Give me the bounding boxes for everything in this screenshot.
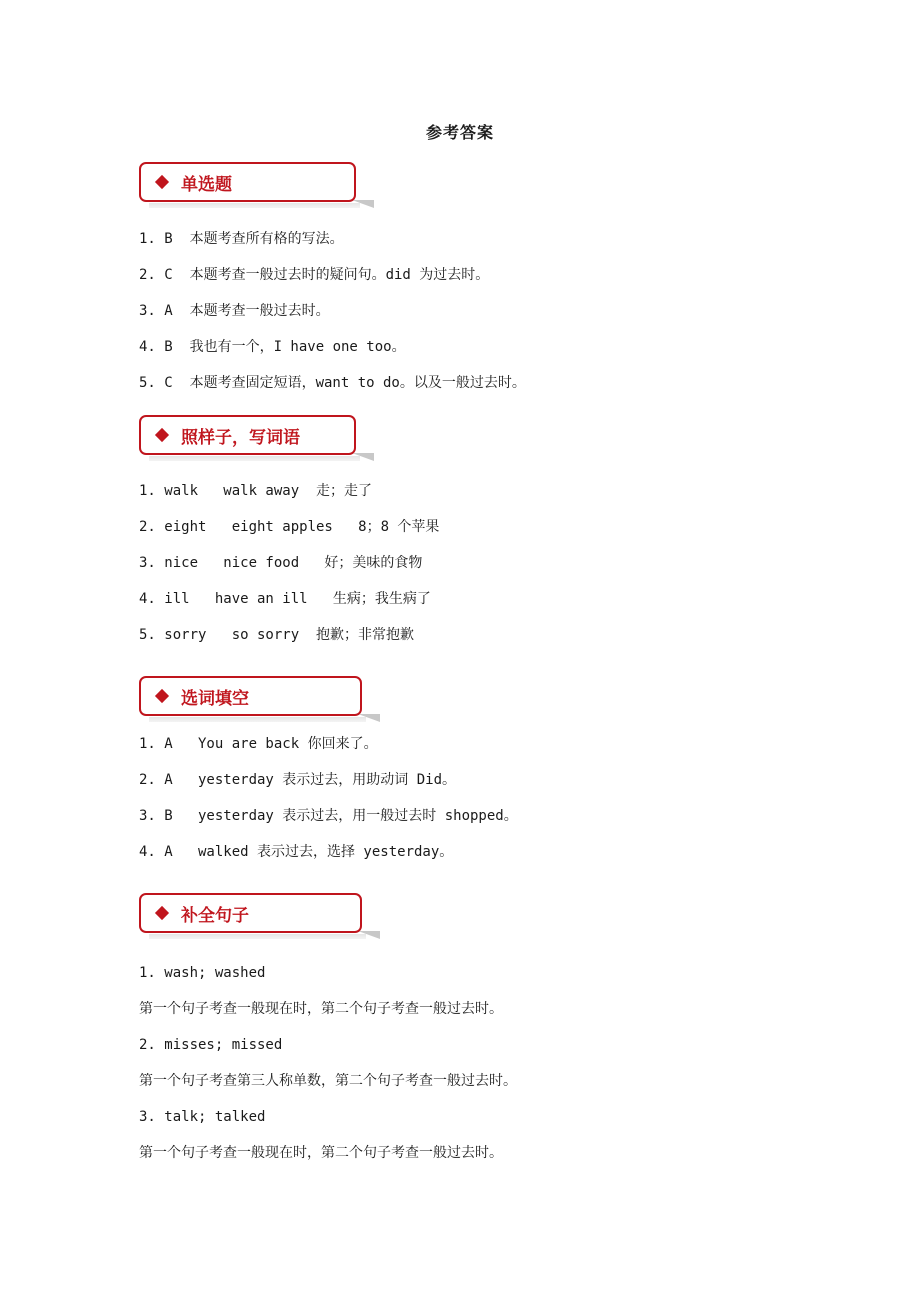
answer-line: 3. B yesterday 表示过去，用一般过去时 shopped。 xyxy=(139,808,518,824)
answer-line: 2. eight eight apples 8；8 个苹果 xyxy=(139,519,440,535)
explanation-line: 第一个句子考查一般现在时，第二个句子考查一般过去时。 xyxy=(139,1145,503,1161)
explanation-line: 第一个句子考查第三人称单数，第二个句子考查一般过去时。 xyxy=(139,1073,517,1089)
answer-line: 5. sorry so sorry 抱歉；非常抱歉 xyxy=(139,627,415,643)
answer-line: 2. misses; missed xyxy=(139,1037,283,1053)
answer-line: 2. C 本题考查一般过去时的疑问句。did 为过去时。 xyxy=(139,267,490,283)
explanation-line: 第一个句子考查一般现在时，第二个句子考查一般过去时。 xyxy=(139,1001,503,1017)
section-header-word-practice xyxy=(139,415,356,455)
answer-line: 3. A 本题考查一般过去时。 xyxy=(139,303,330,319)
answer-line: 3. talk; talked xyxy=(139,1109,266,1125)
answer-line: 2. A yesterday 表示过去，用助动词 Did。 xyxy=(139,772,457,788)
section-title: 单选题 xyxy=(181,174,232,195)
section-title: 补全句子 xyxy=(181,905,249,926)
section-title: 照样子，写词语 xyxy=(181,427,300,448)
page-title: 参考答案 xyxy=(425,123,494,142)
answer-line: 1. A You are back 你回来了。 xyxy=(139,736,378,752)
section-header-fill-in-words xyxy=(139,676,362,716)
diamond-bullet-icon xyxy=(155,175,169,189)
diamond-bullet-icon xyxy=(155,428,169,442)
answer-line: 1. B 本题考查所有格的写法。 xyxy=(139,231,344,247)
answer-line: 4. ill have an ill 生病；我生病了 xyxy=(139,591,431,607)
answer-line: 1. walk walk away 走；走了 xyxy=(139,483,373,499)
diamond-bullet-icon xyxy=(155,906,169,920)
answer-line: 1. wash; washed xyxy=(139,965,266,981)
answer-line: 4. B 我也有一个，I have one too。 xyxy=(139,339,406,355)
answer-line: 5. C 本题考查固定短语，want to do。以及一般过去时。 xyxy=(139,375,526,391)
section-header-single-choice xyxy=(139,162,356,202)
section-title: 选词填空 xyxy=(181,688,249,709)
answer-line: 3. nice nice food 好；美味的食物 xyxy=(139,555,423,571)
diamond-bullet-icon xyxy=(155,689,169,703)
answer-line: 4. A walked 表示过去，选择 yesterday。 xyxy=(139,844,454,860)
section-header-complete-sentences xyxy=(139,893,362,933)
